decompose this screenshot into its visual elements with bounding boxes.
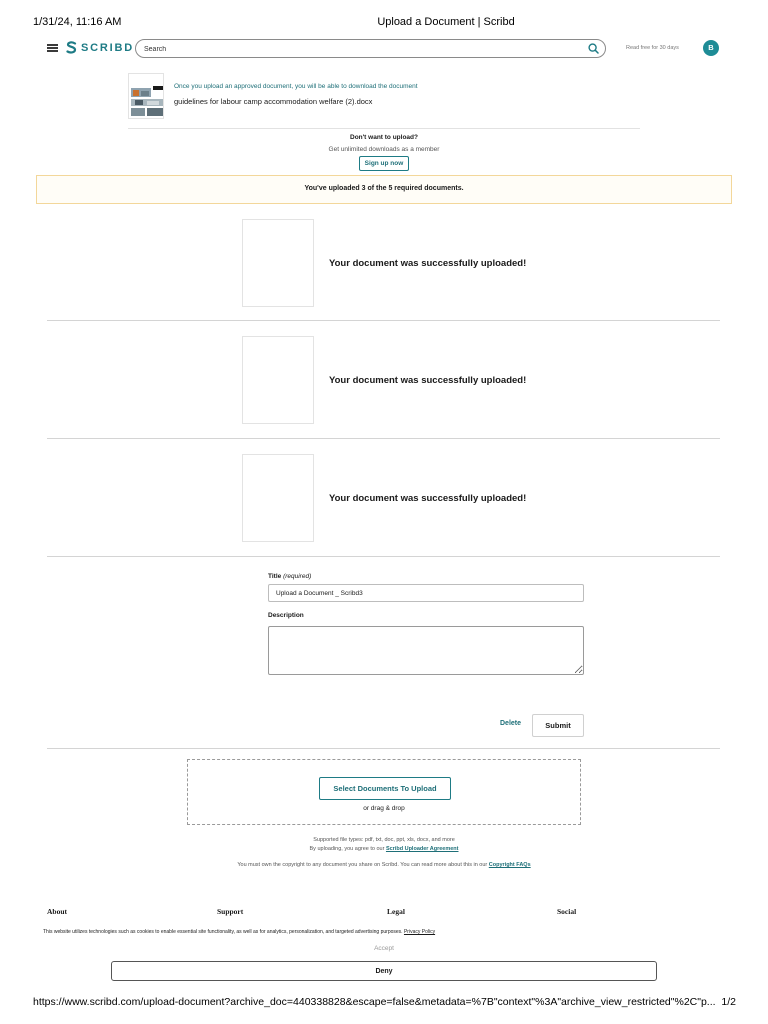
print-page-title: Upload a Document | Scribd [377, 16, 515, 28]
upsell-subtext: Get unlimited downloads as a member [328, 146, 440, 153]
upload-success-message: Your document was successfully uploaded! [329, 375, 527, 386]
title-input[interactable] [268, 584, 584, 602]
uploaded-document-item [47, 439, 720, 557]
copyright-notice: You must own the copyright to any document you share on Scribd. You can read more about this in our Copyright FAQs [237, 862, 531, 868]
uploaded-document-thumbnail [242, 454, 314, 542]
section-divider [47, 748, 720, 749]
cookie-accept-button[interactable]: Accept [0, 945, 768, 952]
copyright-faqs-link[interactable]: Copyright FAQs [488, 862, 531, 868]
supported-file-types: Supported file types: pdf, txt, doc, ppt, xls, docx, and more [313, 837, 455, 843]
search-bar [135, 39, 606, 58]
upload-progress-text: You've uploaded 3 of the 5 required documents. [304, 185, 464, 192]
submit-button[interactable]: Submit [532, 714, 584, 737]
approved-document-filename[interactable]: guidelines for labour camp accommodation welfare (2).docx [174, 97, 373, 106]
upload-drop-zone[interactable] [187, 759, 581, 825]
required-marker: (required) [283, 573, 312, 580]
description-textarea[interactable] [268, 626, 584, 675]
footer-legal[interactable]: Legal [387, 907, 405, 916]
cookie-notice: This website utilizes technologies such as cookies to enable essential site functionality, as well as for analytics, personalization, and targeted advertising purposes. Privacy Policy [43, 929, 436, 935]
sign-up-button[interactable]: Sign up now [359, 156, 409, 171]
search-icon[interactable] [588, 43, 599, 54]
approved-document-note: Once you upload an approved document, you will be able to download the document [174, 83, 418, 90]
print-url: https://www.scribd.com/upload-document?archive_doc=440338828&escape=false&metadata=%7B"context"%3A"archive_view_restricted"%2C"p... [33, 996, 716, 1008]
search-input[interactable] [144, 42, 564, 56]
upsell-heading: Don't want to upload? [350, 134, 418, 141]
uploaded-document-item [47, 203, 720, 321]
scribd-logo[interactable] [66, 41, 134, 54]
privacy-policy-link[interactable]: Privacy Policy [403, 929, 436, 935]
upload-success-message: Your document was successfully uploaded! [329, 258, 527, 269]
cookie-deny-button[interactable]: Deny [111, 961, 657, 981]
site-header [0, 36, 768, 62]
footer-support[interactable]: Support [217, 907, 244, 916]
drag-drop-hint: or drag & drop [363, 805, 405, 812]
footer-social[interactable]: Social [557, 907, 577, 916]
upload-progress-banner [36, 175, 732, 204]
title-label: Title (required) [268, 573, 312, 580]
document-thumbnail [128, 73, 164, 119]
uploaded-document-thumbnail [242, 219, 314, 307]
uploaded-document-thumbnail [242, 336, 314, 424]
user-avatar[interactable]: B [703, 40, 719, 56]
print-page-number: 1/2 [721, 996, 736, 1008]
upload-success-message: Your document was successfully uploaded! [329, 493, 527, 504]
footer-about[interactable]: About [47, 907, 68, 916]
uploaded-document-item [47, 321, 720, 439]
description-label: Description [268, 612, 304, 619]
approved-document-row [128, 73, 640, 129]
uploader-agreement-notice: By uploading, you agree to our Scribd Uploader Agreement [309, 846, 459, 852]
select-documents-button[interactable]: Select Documents To Upload [319, 777, 451, 800]
scribd-logo-icon [66, 41, 77, 54]
hamburger-menu-icon[interactable] [47, 44, 58, 52]
print-datetime: 1/31/24, 11:16 AM [33, 16, 122, 28]
document-thumbnail-image [129, 74, 164, 119]
read-free-link[interactable]: Read free for 30 days [626, 45, 679, 51]
logo-text: SCRIBD [81, 41, 134, 54]
uploader-agreement-link[interactable]: Scribd Uploader Agreement [385, 846, 459, 852]
delete-button[interactable]: Delete [500, 720, 522, 727]
